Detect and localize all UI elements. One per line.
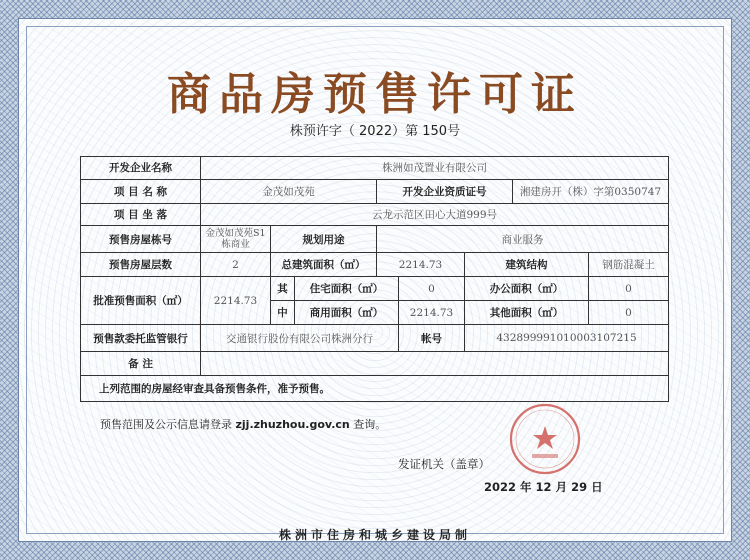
qualification-label: 开发企业资质证号 — [377, 179, 513, 203]
info-url: zjj.zhuzhou.gov.cn — [235, 418, 350, 431]
building-value: 金茂如茂苑S1栋商业 — [201, 225, 271, 252]
approved-area-value: 2214.73 — [201, 277, 271, 325]
seal-star-icon — [533, 426, 557, 449]
planned-use-value: 商业服务 — [377, 225, 669, 252]
table-row — [81, 325, 669, 351]
issue-date — [484, 479, 603, 495]
date-year: 2022 — [484, 480, 517, 494]
table-row — [81, 204, 669, 226]
info-suffix: 查询。 — [353, 418, 387, 431]
account-value: 432899991010003107215 — [465, 325, 669, 351]
issuing-authority: 发证机关（盖章） — [398, 457, 490, 471]
account-label: 帐号 — [399, 325, 465, 351]
of-which-label-1: 其 — [271, 277, 295, 301]
table-row — [81, 375, 669, 401]
office-area-label: 办公面积（㎡） — [465, 277, 589, 301]
date-day-unit: 日 — [591, 480, 603, 494]
qualification-value: 湘建房开（株）字第0350747 — [513, 179, 669, 203]
info-prefix: 预售范围及公示信息请登录 — [100, 418, 232, 431]
table-row — [81, 225, 669, 252]
table-row — [81, 179, 669, 203]
commercial-area-value: 2214.73 — [399, 301, 465, 325]
other-area-value: 0 — [589, 301, 669, 325]
location-value: 云龙示范区田心大道999号 — [201, 204, 669, 226]
structure-label: 建筑结构 — [465, 253, 589, 277]
remarks-label: 备 注 — [81, 351, 201, 375]
of-which-label-2: 中 — [271, 301, 295, 325]
floors-value: 2 — [201, 253, 271, 277]
floors-label: 预售房屋层数 — [81, 253, 201, 277]
certificate-title: 商品房预售许可证 — [167, 69, 583, 120]
bank-label: 预售款委托监管银行 — [81, 325, 201, 351]
approval-statement: 上列范围的房屋经审查具备预售条件，准予预售。 — [81, 375, 669, 401]
date-day: 29 — [571, 480, 588, 494]
commercial-area-label: 商用面积（㎡） — [295, 301, 399, 325]
info-line — [100, 416, 386, 432]
developer-label: 开发企业名称 — [81, 157, 201, 180]
project-name-label: 项 目 名 称 — [81, 179, 201, 203]
other-area-label: 其他面积（㎡） — [465, 301, 589, 325]
total-area-label: 总建筑面积（㎡） — [271, 253, 377, 277]
developer-value: 株洲如茂置业有限公司 — [201, 157, 669, 180]
building-label: 预售房屋栋号 — [81, 225, 201, 252]
table-row — [81, 253, 669, 277]
residential-area-label: 住宅面积（㎡） — [295, 277, 399, 301]
approved-area-label: 批准预售面积（㎡） — [81, 277, 201, 325]
table-row — [81, 351, 669, 375]
residential-area-value: 0 — [399, 277, 465, 301]
official-seal — [508, 402, 582, 476]
bank-value: 交通银行股份有限公司株洲分行 — [201, 325, 399, 351]
issuer-footer: 株洲市住房和城乡建设局制 — [278, 528, 471, 542]
location-label: 项 目 坐 落 — [81, 204, 201, 226]
office-area-value: 0 — [589, 277, 669, 301]
remarks-value — [201, 351, 669, 375]
table-row — [81, 277, 669, 301]
table-row — [81, 157, 669, 180]
date-year-unit: 年 — [520, 480, 532, 494]
date-month-unit: 月 — [555, 480, 568, 494]
permit-number: 株预许字（ 2022）第 150号 — [289, 124, 461, 139]
planned-use-label: 规划用途 — [271, 225, 377, 252]
permit-table — [80, 156, 669, 402]
total-area-value: 2214.73 — [377, 253, 465, 277]
structure-value: 钢筋混凝土 — [589, 253, 669, 277]
project-name-value: 金茂如茂苑 — [201, 179, 377, 203]
date-month: 12 — [535, 480, 552, 494]
